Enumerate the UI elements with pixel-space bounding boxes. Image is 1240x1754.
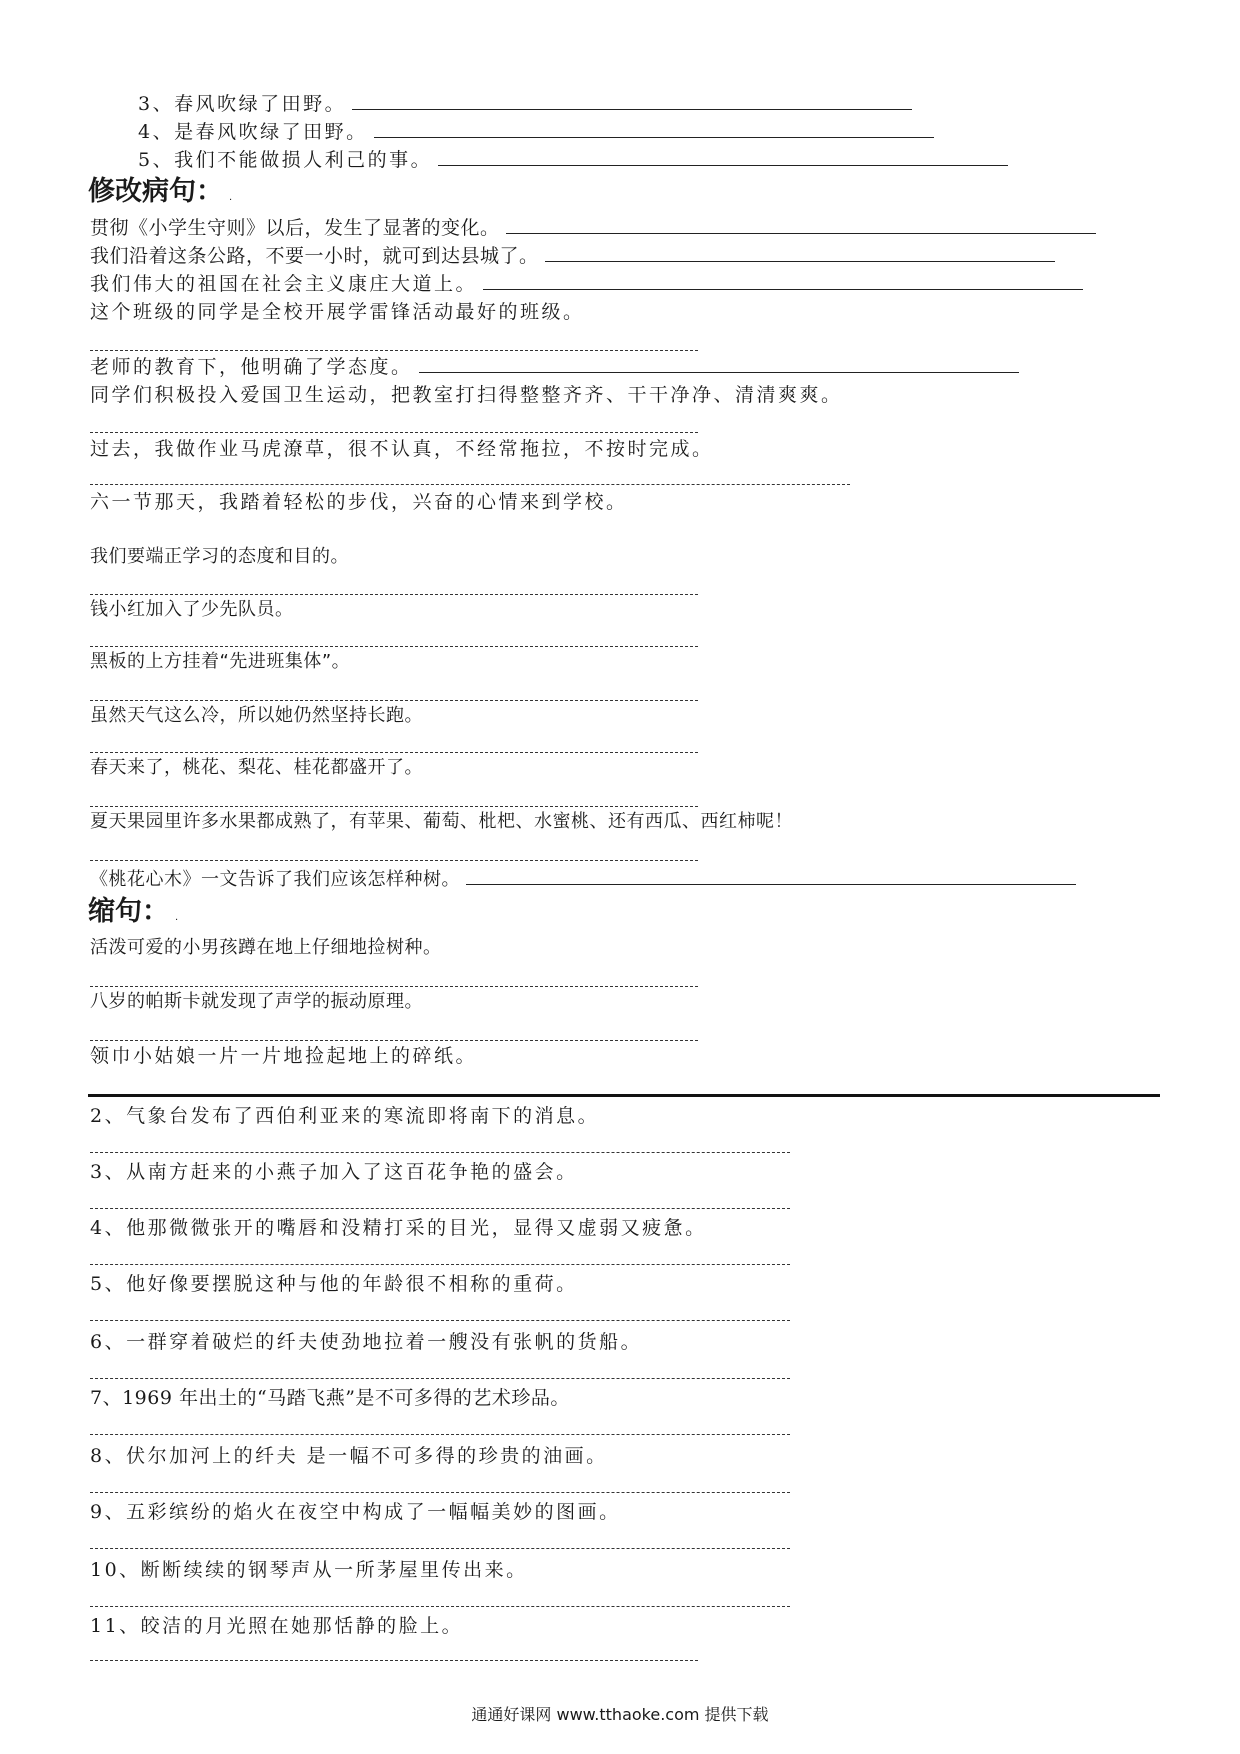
- modify-item-2: 我们沿着这条公路，不要一小时，就可到达县城了。: [90, 244, 1055, 268]
- answer-line[interactable]: [90, 1208, 790, 1209]
- answer-line[interactable]: [90, 1264, 790, 1265]
- answer-line[interactable]: [90, 350, 698, 351]
- answer-blank[interactable]: [438, 151, 1008, 166]
- numbered-item-11: 11、皎洁的月光照在她那恬静的脸上。: [90, 1615, 464, 1637]
- modify-item-9: 我们要端正学习的态度和目的。: [90, 546, 349, 567]
- shorten-item-2: 八岁的帕斯卡就发现了声学的振动原理。: [90, 991, 423, 1012]
- numbered-item-5: 5、他好像要摆脱这种与他的年龄很不相称的重荷。: [90, 1273, 578, 1295]
- numbered-item-4: 4、他那微微张开的嘴唇和没精打采的目光，显得又虚弱又疲惫。: [90, 1217, 707, 1239]
- answer-blank[interactable]: [466, 870, 1076, 885]
- answer-line[interactable]: [90, 1606, 790, 1607]
- section-heading-shorten: 缩句： .: [88, 896, 179, 927]
- section-heading-modify: 修改病句： .: [88, 176, 233, 207]
- answer-line[interactable]: [90, 1548, 790, 1549]
- answer-blank[interactable]: [374, 123, 934, 138]
- modify-item-11: 黑板的上方挂着“先进班集体”。: [90, 651, 351, 672]
- numbered-item-9: 9、五彩缤纷的焰火在夜空中构成了一幅幅美妙的图画。: [90, 1501, 621, 1523]
- modify-item-7: 过去，我做作业马虎潦草，很不认真，不经常拖拉，不按时完成。: [90, 438, 714, 460]
- section-divider: [88, 1094, 1160, 1097]
- answer-blank[interactable]: [545, 247, 1055, 262]
- modify-item-14: 夏天果园里许多水果都成熟了，有苹果、葡萄、枇杷、水蜜桃、还有西瓜、西红柿呢！: [90, 811, 793, 832]
- modify-item-4: 这个班级的同学是全校开展学雷锋活动最好的班级。: [90, 301, 585, 323]
- answer-line[interactable]: [90, 1434, 790, 1435]
- answer-line[interactable]: [90, 1660, 698, 1661]
- numbered-item-10: 10、断断续续的钢琴声从一所茅屋里传出来。: [90, 1559, 528, 1581]
- numbered-item-8: 8、伏尔加河上的纤夫 是一幅不可多得的珍贵的油画。: [90, 1445, 608, 1467]
- answer-line[interactable]: [90, 1152, 790, 1153]
- page-footer: 通通好课网 www.tthaoke.com 提供下载: [471, 1705, 769, 1724]
- modify-item-5: 老师的教育下，他明确了学态度。: [90, 355, 1019, 379]
- shorten-item-3: 领巾小姑娘一片一片地捡起地上的碎纸。: [90, 1045, 478, 1067]
- answer-line[interactable]: [90, 986, 698, 987]
- modify-item-8: 六一节那天，我踏着轻松的步伐，兴奋的心情来到学校。: [90, 491, 628, 513]
- modify-item-1: 贯彻《小学生守则》以后，发生了显著的变化。: [90, 216, 1096, 240]
- shorten-item-1: 活泼可爱的小男孩蹲在地上仔细地捡树种。: [90, 937, 442, 958]
- modify-item-12: 虽然天气这么冷，所以她仍然坚持长跑。: [90, 705, 423, 726]
- modify-item-6: 同学们积极投入爱国卫生运动，把教室打扫得整整齐齐、干干净净、清清爽爽。: [90, 384, 843, 406]
- answer-line[interactable]: [90, 1378, 790, 1379]
- numbered-item-7: 7、1969 年出土的“马踏飞燕”是不可多得的艺术珍品。: [90, 1387, 570, 1409]
- numbered-item-2: 2、气象台发布了西伯利亚来的寒流即将南下的消息。: [90, 1105, 600, 1127]
- answer-line[interactable]: [90, 1040, 698, 1041]
- answer-line[interactable]: [90, 752, 698, 753]
- top-item-3: 3、春风吹绿了田野。: [138, 92, 912, 116]
- modify-item-10: 钱小红加入了少先队员。: [90, 599, 294, 620]
- answer-blank[interactable]: [483, 275, 1083, 290]
- answer-line[interactable]: [90, 700, 698, 701]
- answer-blank[interactable]: [419, 358, 1019, 373]
- answer-line[interactable]: [90, 860, 698, 861]
- answer-blank[interactable]: [506, 219, 1096, 234]
- answer-line[interactable]: [90, 484, 850, 485]
- answer-line[interactable]: [90, 646, 698, 647]
- answer-blank[interactable]: [352, 95, 912, 110]
- answer-line[interactable]: [90, 1320, 790, 1321]
- answer-line[interactable]: [90, 594, 698, 595]
- top-item-4: 4、是春风吹绿了田野。: [138, 120, 934, 144]
- numbered-item-6: 6、一群穿着破烂的纤夫使劲地拉着一艘没有张帆的货船。: [90, 1331, 643, 1353]
- answer-line[interactable]: [90, 432, 698, 433]
- modify-item-13: 春天来了，桃花、梨花、桂花都盛开了。: [90, 757, 423, 778]
- modify-item-15: 《桃花心木》一文告诉了我们应该怎样种树。: [90, 868, 1076, 892]
- modify-item-3: 我们伟大的祖国在社会主义康庄大道上。: [90, 272, 1083, 296]
- numbered-item-3: 3、从南方赶来的小燕子加入了这百花争艳的盛会。: [90, 1161, 578, 1183]
- answer-line[interactable]: [90, 806, 698, 807]
- top-item-5: 5、我们不能做损人利己的事。: [138, 148, 1008, 172]
- answer-line[interactable]: [90, 1492, 790, 1493]
